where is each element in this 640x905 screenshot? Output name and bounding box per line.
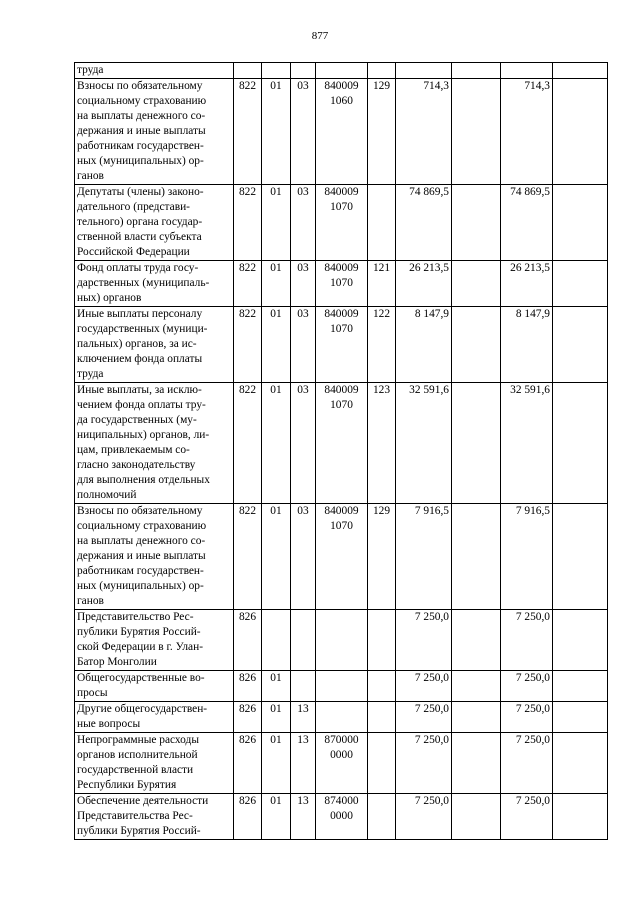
cell-target-code — [316, 702, 368, 733]
cell-amount-total: 7 250,0 — [396, 733, 452, 794]
cell-expense-type — [368, 63, 396, 79]
cell-subsection — [291, 671, 316, 702]
cell-amount-regional: 7 250,0 — [501, 671, 553, 702]
cell-amount-other — [553, 610, 608, 671]
cell-section: 01 — [262, 383, 291, 504]
cell-ministry: 826 — [234, 794, 262, 840]
cell-expense-type: 123 — [368, 383, 396, 504]
cell-amount-regional: 7 250,0 — [501, 702, 553, 733]
cell-section: 01 — [262, 671, 291, 702]
cell-amount-regional: 7 916,5 — [501, 504, 553, 610]
cell-name: труда — [75, 63, 234, 79]
table-row — [75, 702, 608, 733]
cell-ministry — [234, 63, 262, 79]
cell-name: Общегосударственные во- просы — [75, 671, 234, 702]
cell-target-code — [316, 671, 368, 702]
cell-amount-other — [553, 504, 608, 610]
table-row — [75, 504, 608, 610]
cell-amount-total: 7 250,0 — [396, 794, 452, 840]
cell-amount-federal — [452, 794, 501, 840]
cell-amount-total — [396, 63, 452, 79]
cell-section — [262, 63, 291, 79]
cell-section: 01 — [262, 702, 291, 733]
cell-ministry: 822 — [234, 504, 262, 610]
cell-amount-regional: 7 250,0 — [501, 794, 553, 840]
cell-ministry: 822 — [234, 79, 262, 185]
cell-name: Взносы по обязательному социальному страхованию на выплаты денежного со- держания и иные выплаты работникам государствен- ных (муниципальных) ор- ганов — [75, 79, 234, 185]
cell-name: Представительство Рес- публики Бурятия Россий- ской Федерации в г. Улан- Батор Монголии — [75, 610, 234, 671]
cell-amount-regional: 32 591,6 — [501, 383, 553, 504]
cell-amount-federal — [452, 63, 501, 79]
cell-amount-other — [553, 733, 608, 794]
cell-expense-type: 129 — [368, 79, 396, 185]
cell-amount-federal — [452, 610, 501, 671]
cell-amount-total: 74 869,5 — [396, 185, 452, 261]
cell-ministry: 822 — [234, 383, 262, 504]
cell-ministry: 826 — [234, 702, 262, 733]
cell-section: 01 — [262, 185, 291, 261]
table-row — [75, 79, 608, 185]
cell-subsection — [291, 63, 316, 79]
cell-amount-other — [553, 63, 608, 79]
cell-amount-total: 8 147,9 — [396, 307, 452, 383]
cell-target-code — [316, 610, 368, 671]
cell-amount-federal — [452, 702, 501, 733]
cell-amount-other — [553, 307, 608, 383]
cell-name: Иные выплаты персоналу государственных (муници- пальных) органов, за ис- ключением фонда оплаты труда — [75, 307, 234, 383]
cell-expense-type: 129 — [368, 504, 396, 610]
cell-section: 01 — [262, 733, 291, 794]
cell-amount-regional: 7 250,0 — [501, 610, 553, 671]
table-row — [75, 671, 608, 702]
cell-expense-type — [368, 702, 396, 733]
cell-target-code: 840009 1070 — [316, 504, 368, 610]
cell-amount-other — [553, 702, 608, 733]
cell-subsection: 03 — [291, 261, 316, 307]
cell-name: Депутаты (члены) законо- дательного (представи- тельного) органа государ- ственной власти субъекта Российской Федерации — [75, 185, 234, 261]
cell-subsection: 13 — [291, 794, 316, 840]
cell-subsection: 13 — [291, 733, 316, 794]
cell-amount-federal — [452, 307, 501, 383]
table-row — [75, 794, 608, 840]
cell-section: 01 — [262, 504, 291, 610]
cell-amount-regional: 74 869,5 — [501, 185, 553, 261]
cell-amount-regional: 8 147,9 — [501, 307, 553, 383]
cell-ministry: 826 — [234, 733, 262, 794]
cell-amount-other — [553, 794, 608, 840]
cell-name: Другие общегосударствен- ные вопросы — [75, 702, 234, 733]
cell-expense-type — [368, 794, 396, 840]
cell-target-code: 840009 1070 — [316, 185, 368, 261]
cell-expense-type — [368, 185, 396, 261]
cell-target-code: 870000 0000 — [316, 733, 368, 794]
cell-subsection: 03 — [291, 185, 316, 261]
cell-ministry: 822 — [234, 185, 262, 261]
cell-name: Иные выплаты, за исклю- чением фонда оплаты тру- да государственных (му- ниципальных) органов, ли- цам, привлекаемым со- гласно законодательству для выполнения отдельных полномочий — [75, 383, 234, 504]
cell-ministry: 822 — [234, 261, 262, 307]
cell-amount-federal — [452, 185, 501, 261]
cell-subsection: 13 — [291, 702, 316, 733]
cell-amount-regional — [501, 63, 553, 79]
cell-amount-total: 7 250,0 — [396, 671, 452, 702]
table-row — [75, 733, 608, 794]
cell-amount-total: 7 250,0 — [396, 702, 452, 733]
cell-amount-other — [553, 383, 608, 504]
cell-amount-federal — [452, 383, 501, 504]
cell-subsection: 03 — [291, 504, 316, 610]
cell-target-code: 840009 1070 — [316, 307, 368, 383]
cell-section: 01 — [262, 261, 291, 307]
table-body — [75, 63, 608, 840]
cell-section — [262, 610, 291, 671]
cell-section: 01 — [262, 79, 291, 185]
cell-amount-total: 7 916,5 — [396, 504, 452, 610]
cell-ministry: 826 — [234, 610, 262, 671]
cell-target-code: 840009 1060 — [316, 79, 368, 185]
budget-table — [74, 62, 608, 840]
cell-amount-total: 7 250,0 — [396, 610, 452, 671]
cell-amount-regional: 26 213,5 — [501, 261, 553, 307]
cell-name: Взносы по обязательному социальному страхованию на выплаты денежного со- держания и иные выплаты работникам государствен- ных (муниципальных) ор- ганов — [75, 504, 234, 610]
cell-target-code: 840009 1070 — [316, 383, 368, 504]
cell-ministry: 822 — [234, 307, 262, 383]
cell-amount-other — [553, 671, 608, 702]
table-row — [75, 383, 608, 504]
table-row — [75, 63, 608, 79]
cell-amount-federal — [452, 79, 501, 185]
cell-section: 01 — [262, 307, 291, 383]
cell-amount-total: 26 213,5 — [396, 261, 452, 307]
cell-target-code: 874000 0000 — [316, 794, 368, 840]
cell-subsection: 03 — [291, 383, 316, 504]
table-row — [75, 261, 608, 307]
cell-amount-other — [553, 261, 608, 307]
cell-expense-type — [368, 671, 396, 702]
cell-subsection — [291, 610, 316, 671]
cell-amount-federal — [452, 504, 501, 610]
cell-amount-other — [553, 185, 608, 261]
cell-target-code: 840009 1070 — [316, 261, 368, 307]
cell-amount-federal — [452, 261, 501, 307]
cell-amount-total: 714,3 — [396, 79, 452, 185]
cell-amount-regional: 7 250,0 — [501, 733, 553, 794]
cell-amount-regional: 714,3 — [501, 79, 553, 185]
cell-ministry: 826 — [234, 671, 262, 702]
cell-amount-federal — [452, 671, 501, 702]
cell-amount-federal — [452, 733, 501, 794]
cell-amount-total: 32 591,6 — [396, 383, 452, 504]
cell-expense-type — [368, 610, 396, 671]
table-row — [75, 610, 608, 671]
page-number: 877 — [311, 30, 329, 42]
cell-name: Непрограммные расходы органов исполнительной государственной власти Республики Бурятия — [75, 733, 234, 794]
cell-target-code — [316, 63, 368, 79]
cell-expense-type — [368, 733, 396, 794]
cell-amount-other — [553, 79, 608, 185]
cell-expense-type: 122 — [368, 307, 396, 383]
cell-subsection: 03 — [291, 307, 316, 383]
table-row — [75, 307, 608, 383]
table-row — [75, 185, 608, 261]
cell-name: Обеспечение деятельности Представительства Рес- публики Бурятия Россий- — [75, 794, 234, 840]
cell-section: 01 — [262, 794, 291, 840]
cell-expense-type: 121 — [368, 261, 396, 307]
cell-name: Фонд оплаты труда госу- дарственных (муниципаль- ных) органов — [75, 261, 234, 307]
cell-subsection: 03 — [291, 79, 316, 185]
